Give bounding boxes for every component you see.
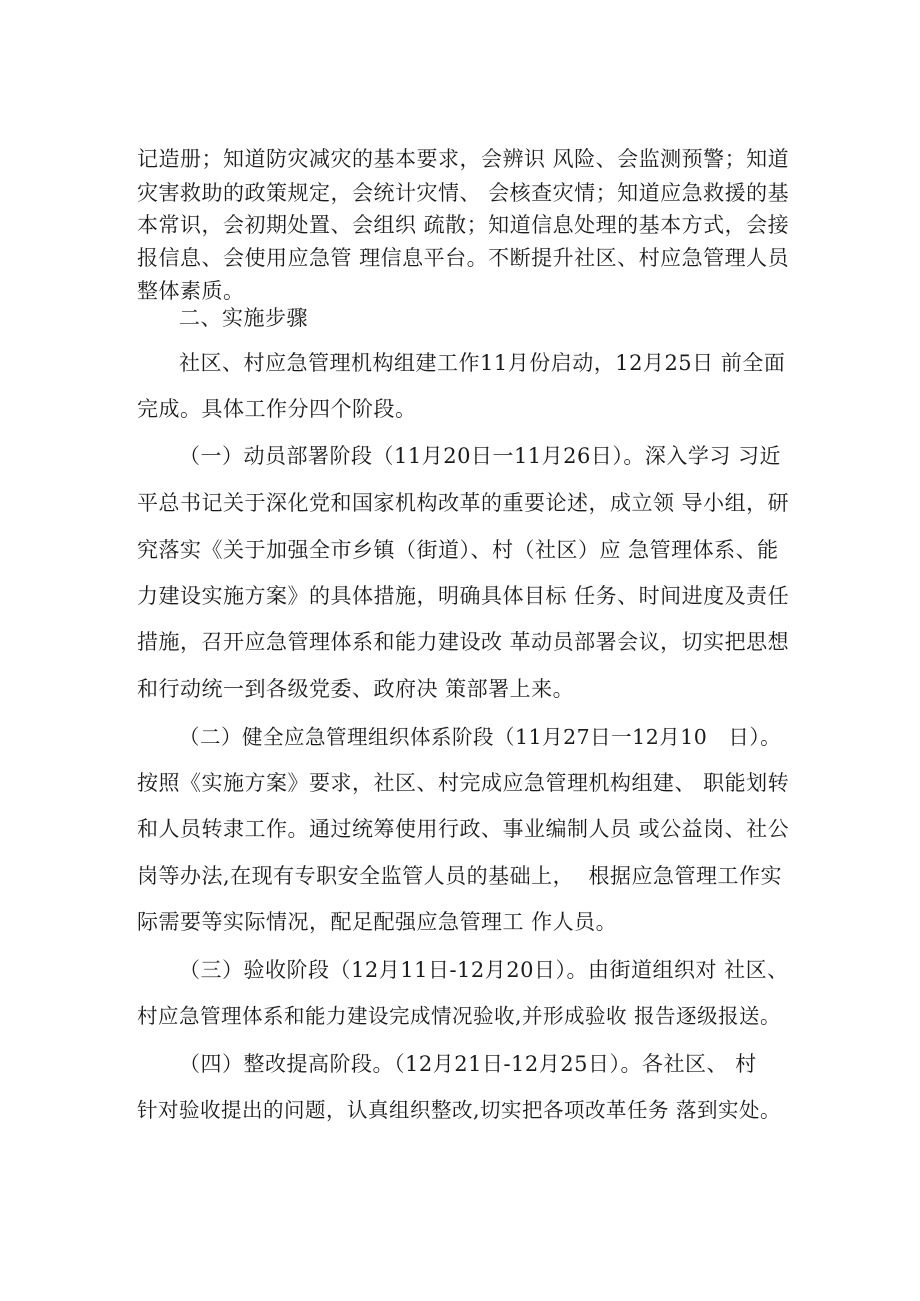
paragraph-line: 村应急管理体系和能力建设完成情况验收,并形成验收 报告逐级报送。 (137, 1004, 782, 1028)
paragraph-line: 整体素质。 (137, 279, 245, 303)
paragraph-line: （二）健全应急管理组织体系阶段（11月27日一12月10 日）。 (179, 725, 782, 749)
paragraph-line: 按照《实施方案》要求，社区、村完成应急管理机构组建、 职能划转 (137, 771, 790, 795)
paragraph-line: 本常识，会初期处置、会组织 疏散；知道信息处理的基本方式，会接 (137, 213, 790, 237)
paragraph-line: 平总书记关于深化党和国家机构改革的重要论述，成立领 导小组，研 (137, 491, 790, 515)
paragraph-line: 措施，召开应急管理体系和能力建设改 革动员部署会议，切实把思想 (137, 630, 790, 654)
paragraph-line: 岗等办法,在现有专职安全监管人员的基础上， 根据应急管理工作实 (137, 864, 783, 888)
paragraph-line: 完成。具体工作分四个阶段。 (137, 397, 417, 421)
paragraph-line: 和行动统一到各级党委、政府决 策部署上来。 (137, 677, 575, 701)
paragraph-line: 针对验收提出的问题，认真组织整改,切实把各项改革任务 落到实处。 (137, 1098, 782, 1122)
paragraph-line: 究落实《关于加强全市乡镇（街道）、村（社区）应 急管理体系、能 (137, 538, 779, 562)
paragraph-line: 和人员转隶工作。通过统筹使用行政、事业编制人员 或公益岗、社公 (137, 817, 790, 841)
paragraph-line: 力建设实施方案》的具体措施，明确具体目标 任务、时间进度及责任 (137, 584, 790, 608)
paragraph-line: 灾害救助的政策规定，会统计灾情、 会核查灾情；知道应急救援的基 (137, 181, 790, 205)
paragraph-line: 记造册；知道防灾减灾的基本要求，会辨识 风险、会监测预警；知道 (137, 147, 790, 171)
section-heading: 二、实施步骤 (179, 306, 308, 330)
paragraph-line: （三）验收阶段（12月11日-12月20日）。由街道组织对 社区、 (179, 958, 789, 982)
paragraph-line: （一）动员部署阶段（11月20日一11月26日）。深入学习 习近 (179, 444, 782, 468)
paragraph-line: （四）整改提高阶段。（12月21日-12月25日）。各社区、 村 (179, 1052, 757, 1076)
paragraph-line: 际需要等实际情况，配足配强应急管理工 作人员。 (137, 910, 618, 934)
paragraph-line: 报信息、会使用应急管 理信息平台。不断提升社区、村应急管理人员 (137, 246, 790, 270)
paragraph-line: 社区、村应急管理机构组建工作11月份启动，12月25日 前全面 (179, 351, 786, 375)
